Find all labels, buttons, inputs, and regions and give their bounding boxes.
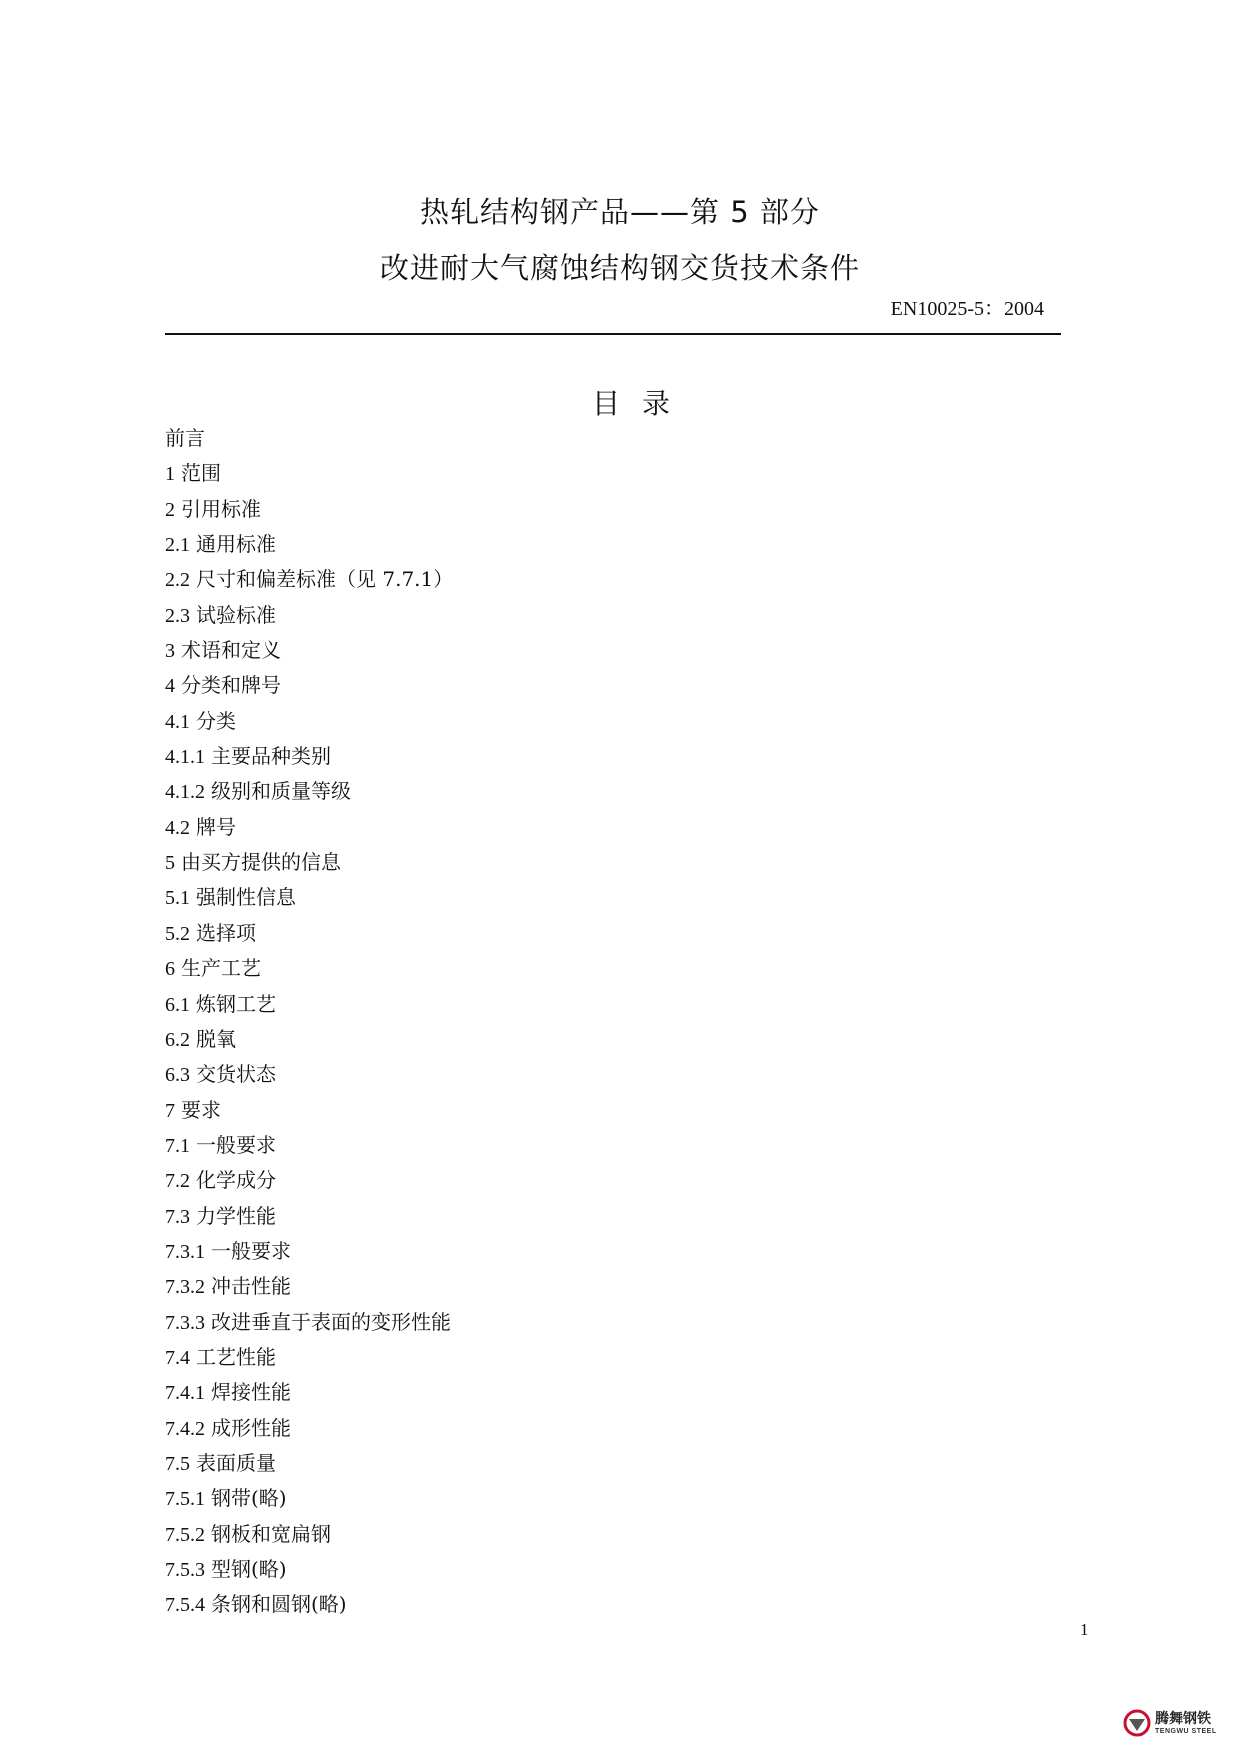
toc-entry: [165, 671, 453, 706]
toc-entry: [165, 1449, 453, 1484]
toc-entry-number: 7.3.3: [165, 1311, 205, 1334]
toc-entry-text: 钢带(略): [211, 1486, 287, 1511]
toc-entry-text: 交货状态: [196, 1062, 276, 1087]
toc-entry-text: 化学成分: [196, 1168, 276, 1193]
toc-entry-number: 7.5.3: [165, 1559, 205, 1581]
toc-entry-text: 分类: [196, 708, 236, 733]
toc-entry-number: 7.5: [165, 1452, 190, 1475]
toc-entry-text: 生产工艺: [181, 956, 261, 981]
toc-entry-number: 7.4: [165, 1346, 190, 1369]
toc-entry-text: 一般要求: [211, 1238, 291, 1263]
toc-entry-number: 1: [165, 463, 175, 486]
toc-entry-number: 6.3: [165, 1064, 190, 1087]
toc-entry-number: 7.3.2: [165, 1276, 205, 1299]
toc-entry-number: 5.2: [165, 922, 190, 945]
toc-entry-text: 条钢和圆钢(略): [211, 1592, 347, 1617]
toc-entry: [165, 883, 453, 918]
toc-entry: [165, 1272, 453, 1307]
toc-entry: [165, 742, 453, 777]
toc-entry-text: 通用标准: [196, 532, 276, 557]
toc-entry-text: 钢板和宽扁钢: [211, 1521, 331, 1546]
table-of-contents: [165, 424, 453, 1626]
toc-entry: [165, 424, 453, 459]
toc-entry-text: 表面质量: [196, 1450, 276, 1475]
toc-heading: 目录: [591, 387, 692, 420]
toc-entry-text: 牌号: [196, 814, 236, 839]
toc-entry-text: 成形性能: [211, 1415, 291, 1440]
toc-entry-text: 尺寸和偏差标准（见 7.7.1）: [196, 567, 454, 592]
toc-entry-number: 6.1: [165, 993, 190, 1016]
toc-entry: [165, 954, 453, 989]
toc-entry-text: 引用标准: [181, 496, 261, 521]
toc-entry: [165, 1131, 453, 1166]
company-logo: [1123, 1706, 1231, 1740]
toc-entry: [165, 1025, 453, 1060]
toc-entry: [165, 1414, 453, 1449]
toc-entry: [165, 1343, 453, 1378]
toc-entry-number: 2: [165, 498, 175, 521]
toc-entry: [165, 459, 453, 494]
toc-entry-text: 前言: [165, 426, 205, 450]
toc-entry: [165, 1202, 453, 1237]
toc-entry-number: 4: [165, 675, 175, 698]
toc-entry-number: 2.3: [165, 604, 190, 627]
toc-entry-text: 力学性能: [196, 1203, 276, 1228]
toc-entry: [165, 601, 453, 636]
toc-entry-number: 4.1: [165, 710, 190, 733]
toc-entry-number: 2.1: [165, 534, 190, 557]
toc-entry-number: 4.1.1: [165, 746, 205, 769]
toc-entry: [165, 495, 453, 530]
toc-entry: [165, 1308, 453, 1343]
toc-entry: [165, 565, 453, 600]
toc-entry-number: 7.2: [165, 1170, 190, 1193]
logo-mark-icon: [1123, 1709, 1151, 1737]
page-number: 1: [1080, 1620, 1089, 1639]
toc-entry-number: 7.5.1: [165, 1488, 205, 1511]
toc-entry: [165, 777, 453, 812]
toc-entry-number: 6: [165, 958, 175, 981]
toc-entry-number: 7.5.4: [165, 1594, 205, 1617]
toc-entry-number: 7.4.1: [165, 1382, 205, 1405]
toc-entry-text: 炼钢工艺: [196, 991, 276, 1016]
toc-entry-text: 试验标准: [196, 602, 276, 627]
toc-entry-number: 7.5.2: [165, 1523, 205, 1546]
toc-entry-text: 脱氧: [196, 1026, 236, 1051]
toc-entry: [165, 1484, 453, 1519]
logo-text-en: TENGWU STEEL: [1155, 1727, 1217, 1735]
toc-entry: [165, 530, 453, 565]
standard-code: EN10025-5：2004: [890, 298, 1044, 320]
toc-entry: [165, 848, 453, 883]
toc-entry-number: 5.1: [165, 887, 190, 910]
toc-entry-text: 分类和牌号: [181, 673, 281, 698]
toc-entry: [165, 1237, 453, 1272]
toc-entry: [165, 919, 453, 954]
toc-entry-text: 型钢(略): [211, 1557, 287, 1581]
toc-entry-text: 强制性信息: [196, 885, 296, 910]
toc-entry-text: 冲击性能: [211, 1274, 291, 1299]
toc-entry: [165, 813, 453, 848]
toc-entry-text: 主要品种类别: [211, 744, 331, 769]
toc-entry-number: 2.2: [165, 569, 190, 592]
header-divider: [165, 333, 1061, 335]
toc-entry-number: 7.1: [165, 1134, 190, 1157]
toc-entry: [165, 1096, 453, 1131]
toc-entry-number: 7.4.2: [165, 1417, 205, 1440]
toc-entry-text: 要求: [181, 1097, 221, 1122]
toc-entry-text: 一般要求: [196, 1132, 276, 1157]
toc-entry: [165, 1555, 453, 1590]
toc-entry-text: 选择项: [196, 920, 256, 945]
toc-entry: [165, 707, 453, 742]
toc-entry-text: 由买方提供的信息: [181, 850, 341, 875]
toc-entry: [165, 1166, 453, 1201]
toc-entry-number: 7.3: [165, 1205, 190, 1228]
toc-entry-text: 焊接性能: [211, 1380, 291, 1405]
toc-entry-text: 工艺性能: [196, 1344, 276, 1369]
toc-entry: [165, 1378, 453, 1413]
logo-text-cn: 腾舞钢铁: [1155, 1710, 1211, 1727]
toc-entry-text: 术语和定义: [181, 638, 281, 663]
document-title-line2: 改进耐大气腐蚀结构钢交货技术条件: [379, 251, 860, 285]
toc-entry-number: 4.2: [165, 816, 190, 839]
toc-entry: [165, 636, 453, 671]
toc-entry-number: 6.2: [165, 1028, 190, 1051]
toc-entry-number: 5: [165, 852, 175, 875]
toc-entry-number: 3: [165, 640, 175, 663]
toc-entry: [165, 1060, 453, 1095]
toc-entry-text: 级别和质量等级: [211, 779, 351, 804]
toc-entry-text: 改进垂直于表面的变形性能: [211, 1309, 451, 1334]
toc-entry: [165, 990, 453, 1025]
toc-entry-number: 7.3.1: [165, 1240, 205, 1263]
document-title-line1: 热轧结构钢产品——第 5 部分: [420, 195, 820, 229]
toc-entry: [165, 1520, 453, 1555]
toc-entry-number: 4.1.2: [165, 781, 205, 804]
toc-entry-number: 7: [165, 1099, 175, 1122]
toc-entry-text: 范围: [181, 461, 221, 486]
toc-entry: [165, 1590, 453, 1625]
